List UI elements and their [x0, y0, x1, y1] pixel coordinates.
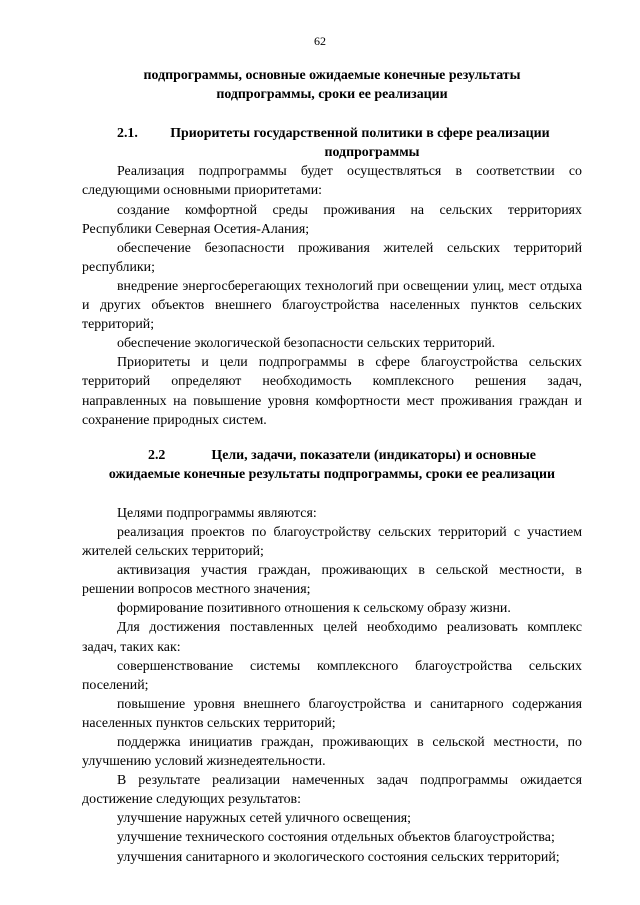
section-2-2-paragraph: совершенствование системы комплексного благоустройства сельских поселений; [82, 658, 582, 693]
section-2-2-paragraph: В результате реализации намеченных задач подпрограммы ожидается достижение следующих результатов: [82, 773, 582, 808]
section-2-2-paragraph: улучшение технического состояния отдельных объектов благоустройства; [117, 830, 555, 846]
section-2-1-paragraph: обеспечение экологической безопасности сельских территорий. [117, 336, 496, 352]
section-2-2-paragraph: Целями подпрограммы являются: [117, 505, 317, 521]
section-2-2-paragraph: формирование позитивного отношения к сельскому образу жизни. [117, 601, 511, 617]
section-2-1-number: 2.1. [117, 126, 138, 142]
section-2-2-paragraph: повышение уровня внешнего благоустройства и санитарного содержания населенных пунктов сельских территорий; [82, 696, 582, 731]
section-2-1-heading-line-1: Приоритеты государственной политики в сфере реализации [170, 126, 550, 142]
section-2-2-paragraph: Для достижения поставленных целей необходимо реализовать комплекс задач, таких как: [82, 620, 582, 655]
section-2-2-paragraph: улучшение наружных сетей уличного освещения; [117, 811, 412, 827]
section-2-2-paragraph: улучшения санитарного и экологического состояния сельских территорий; [117, 849, 560, 865]
title-line-1: подпрограммы, основные ожидаемые конечные результаты [143, 68, 521, 83]
page-content [82, 66, 582, 867]
section-2-1-paragraph: внедрение энергосберегающих технологий при освещении улиц, мест отдыха и других объектов внешнего благоустройства населенных пунктов сельских территорий; [82, 278, 582, 333]
section-2-2-heading-line-2: ожидаемые конечные результаты подпрограммы, сроки ее реализации [108, 466, 556, 482]
page-number: 62 [314, 34, 326, 48]
section-2-1-heading-line-2: подпрограммы [324, 145, 420, 161]
section-2-2-heading [82, 446, 582, 465]
section-2-1-heading [82, 124, 582, 143]
section-2-1-paragraph: создание комфортной среды проживания на сельских территориях Республики Северная Осетия-Алания; [82, 202, 582, 237]
section-2-1-paragraph: Реализация подпрограммы будет осуществляться в соответствии со следующими основными приоритетами: [82, 164, 582, 199]
section-2-2-paragraph: реализация проектов по благоустройству сельских территорий с участием жителей сельских территорий; [82, 524, 582, 560]
section-2-2-heading-line-1: Цели, задачи, показатели (индикаторы) и основные [211, 447, 536, 463]
section-2-1-paragraph: Приоритеты и цели подпрограммы в сфере благоустройства сельских территорий определяют необходимость комплексного решения задач, направленных на повышение уровня комфортности мест проживания граждан и сохранение природных систем. [82, 355, 582, 428]
section-2-1-paragraph: обеспечение безопасности проживания жителей сельских территорий республики; [82, 240, 582, 275]
section-2-2-number: 2.2 [148, 447, 166, 463]
section-2-2-paragraph: поддержка инициатив граждан, проживающих в сельской местности, по улучшению условий жизнедеятельности. [82, 735, 582, 770]
section-2-2-paragraph: активизация участия граждан, проживающих в сельской местности, в решении вопросов местного значения; [82, 563, 582, 598]
title-line-2: подпрограммы, сроки ее реализации [216, 87, 448, 103]
